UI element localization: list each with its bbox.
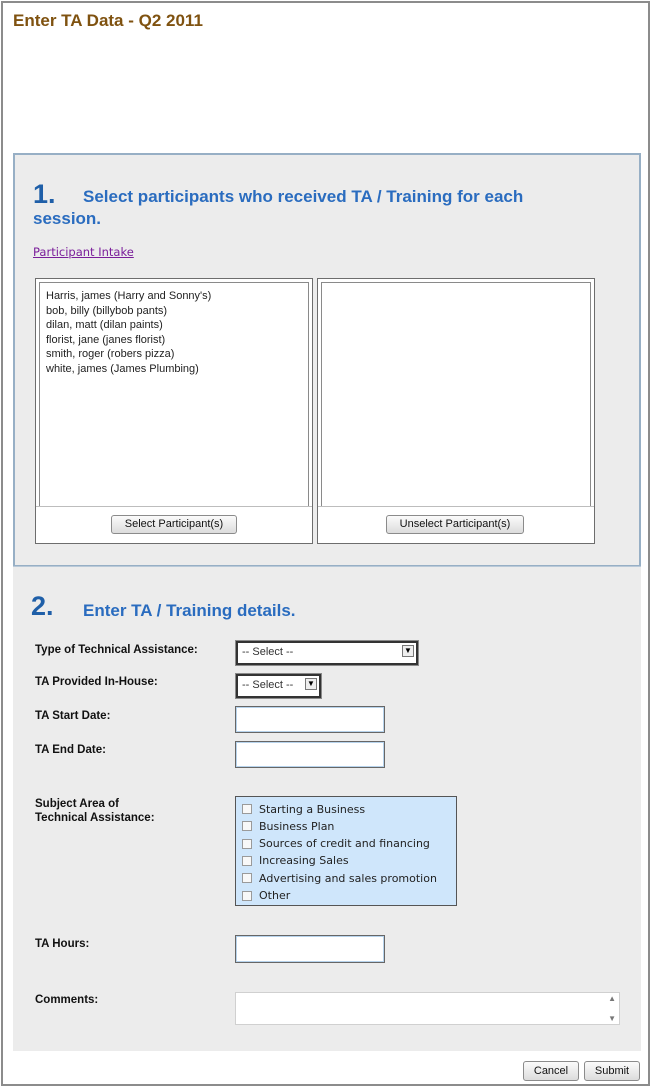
subject-area-checkbox-list (235, 796, 457, 906)
section-1-number: 1. (33, 179, 56, 209)
submit-button[interactable]: Submit (584, 1061, 640, 1081)
subject-area-option[interactable] (242, 853, 349, 869)
type-of-ta-select[interactable] (235, 640, 419, 666)
ta-hours-input[interactable] (235, 935, 385, 963)
page-container (1, 1, 650, 1086)
cancel-button[interactable]: Cancel (523, 1061, 579, 1081)
ta-inhouse-label: TA Provided In-House: (35, 676, 158, 688)
subject-area-option[interactable] (242, 888, 290, 904)
type-of-ta-value: -- Select -- (242, 646, 294, 658)
participant-option[interactable]: dilan, matt (dilan paints) (46, 319, 163, 332)
available-list-footer (36, 506, 312, 543)
ta-end-date-input[interactable] (235, 741, 385, 768)
subject-area-option-label: Business Plan (259, 819, 335, 833)
type-of-ta-label: Type of Technical Assistance: (35, 644, 198, 656)
selected-participants-list[interactable] (321, 282, 591, 508)
scroll-down-icon[interactable]: ▼ (608, 1014, 616, 1023)
form-footer (3, 1051, 648, 1084)
participant-option[interactable]: Harris, james (Harry and Sonny's) (46, 290, 212, 302)
ta-end-date-label: TA End Date: (35, 744, 106, 756)
checkbox[interactable] (242, 873, 252, 883)
participant-intake-link[interactable]: Participant Intake (33, 245, 134, 259)
ta-start-date-label: TA Start Date: (35, 710, 111, 722)
ta-inhouse-select[interactable] (235, 673, 322, 699)
ta-hours-label: TA Hours: (35, 938, 90, 950)
subject-area-option-label: Increasing Sales (259, 854, 349, 868)
subject-area-label-line1: Subject Area of (35, 798, 119, 810)
checkbox[interactable] (242, 804, 252, 814)
chevron-down-icon: ▼ (305, 678, 317, 690)
comments-textarea[interactable] (235, 992, 620, 1025)
subject-area-option[interactable] (242, 801, 365, 817)
page-title: Enter TA Data - Q2 2011 (13, 11, 203, 30)
subject-area-label-line2: Technical Assistance: (35, 812, 155, 824)
participant-option[interactable]: bob, billy (billybob pants) (46, 304, 168, 317)
ta-start-date-input[interactable] (235, 706, 385, 733)
section-1-heading-line2: session. (33, 209, 102, 228)
unselect-participants-button[interactable]: Unselect Participant(s) (386, 515, 524, 534)
participant-option[interactable]: florist, jane (janes florist) (46, 333, 166, 346)
chevron-down-icon: ▼ (402, 645, 414, 657)
participant-option[interactable]: white, james (James Plumbing) (46, 362, 199, 375)
checkbox[interactable] (242, 856, 252, 866)
selected-participants-box (317, 278, 595, 544)
available-participants-list[interactable] (39, 282, 309, 508)
selected-list-footer (318, 506, 594, 543)
scroll-up-icon[interactable]: ▲ (608, 994, 616, 1003)
participant-selection-section (13, 153, 641, 567)
section-2-heading: Enter TA / Training details. (83, 601, 296, 620)
section-1-heading-line1: Select participants who received TA / Training for each (83, 187, 524, 206)
comments-label: Comments: (35, 994, 99, 1006)
checkbox[interactable] (242, 839, 252, 849)
subject-area-option-label: Advertising and sales promotion (259, 871, 437, 885)
participant-option[interactable]: smith, roger (robers pizza) (46, 348, 175, 361)
subject-area-option-label: Sources of credit and financing (259, 837, 430, 851)
training-details-section (13, 566, 641, 1051)
section-2-number: 2. (31, 591, 54, 621)
subject-area-option[interactable] (242, 870, 437, 886)
select-participants-button[interactable]: Select Participant(s) (111, 515, 237, 534)
checkbox[interactable] (242, 891, 252, 901)
subject-area-option-label: Other (259, 889, 291, 902)
available-participants-box (35, 278, 313, 544)
subject-area-option-label: Starting a Business (259, 802, 366, 816)
checkbox[interactable] (242, 821, 252, 831)
ta-inhouse-value: -- Select -- (242, 679, 294, 691)
subject-area-option[interactable] (242, 818, 334, 834)
subject-area-option[interactable] (242, 836, 430, 852)
